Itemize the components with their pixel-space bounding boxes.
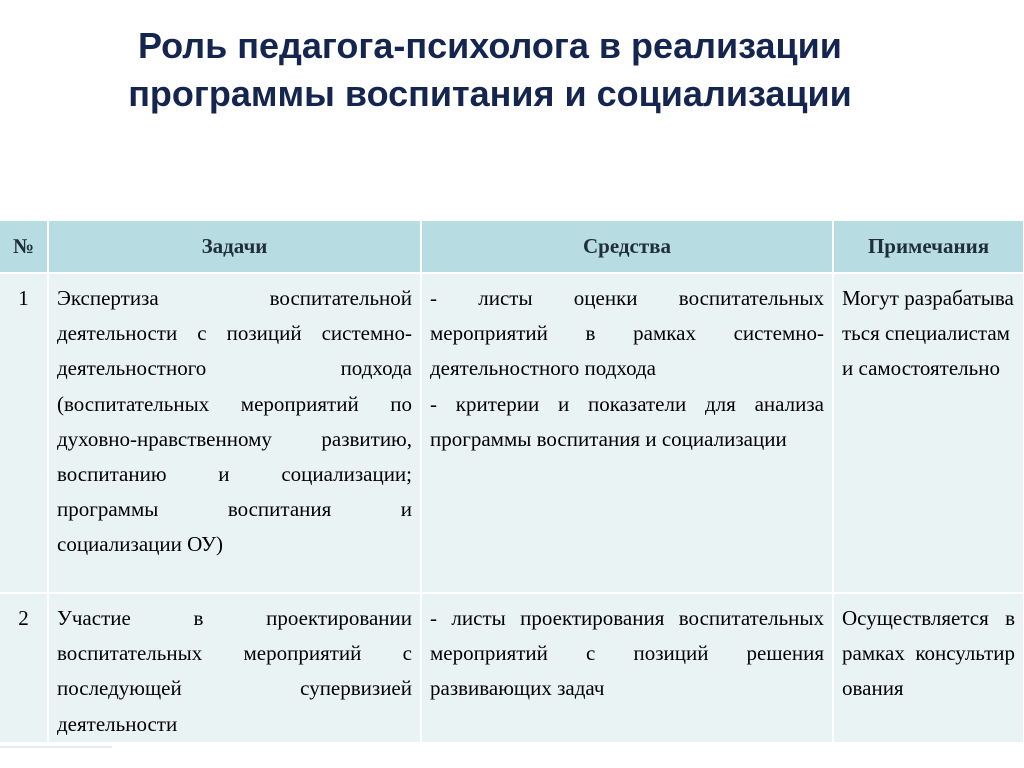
row-number: 2 [0, 593, 48, 743]
row-means [421, 273, 833, 593]
title-line-2: программы воспитания и социализации [128, 73, 852, 114]
table-row [0, 593, 1024, 743]
means-item: - критерии и показатели для анализа программы воспитания и социализации [430, 391, 824, 451]
row-task: Экспертиза воспитательной деятельности с позиций системно-деятельностного подхода (воспитательных мероприятий по духовно-нравственному развитию, воспитанию и социализации; программы воспитания и социализации ОУ) [48, 273, 421, 593]
row-task: Участие в проектировании воспитательных мероприятий с последующей супервизией деятельности [48, 593, 421, 743]
table-row [0, 273, 1024, 593]
footer-divider [0, 746, 112, 748]
row-notes: Могут разрабатываться специалистами самостоятельно [833, 273, 1024, 593]
page-title [40, 22, 940, 118]
title-line-1: Роль педагога-психолога в реализации [138, 25, 842, 66]
roles-table [0, 221, 1024, 744]
row-number: 1 [0, 273, 48, 593]
header-tasks: Задачи [48, 221, 421, 273]
means-item: - листы проектирования воспитательных мероприятий с позиций решения развивающих задач [430, 606, 824, 701]
means-item: - листы оценки воспитательных мероприятий в рамках системно-деятельностного подхода [430, 286, 824, 381]
table-header-row [0, 221, 1024, 273]
header-number: № [0, 221, 48, 273]
header-means: Средства [421, 221, 833, 273]
row-means [421, 593, 833, 743]
row-notes: Осуществляется в рамках консультирования [833, 593, 1024, 743]
header-notes: Примечания [833, 221, 1024, 273]
